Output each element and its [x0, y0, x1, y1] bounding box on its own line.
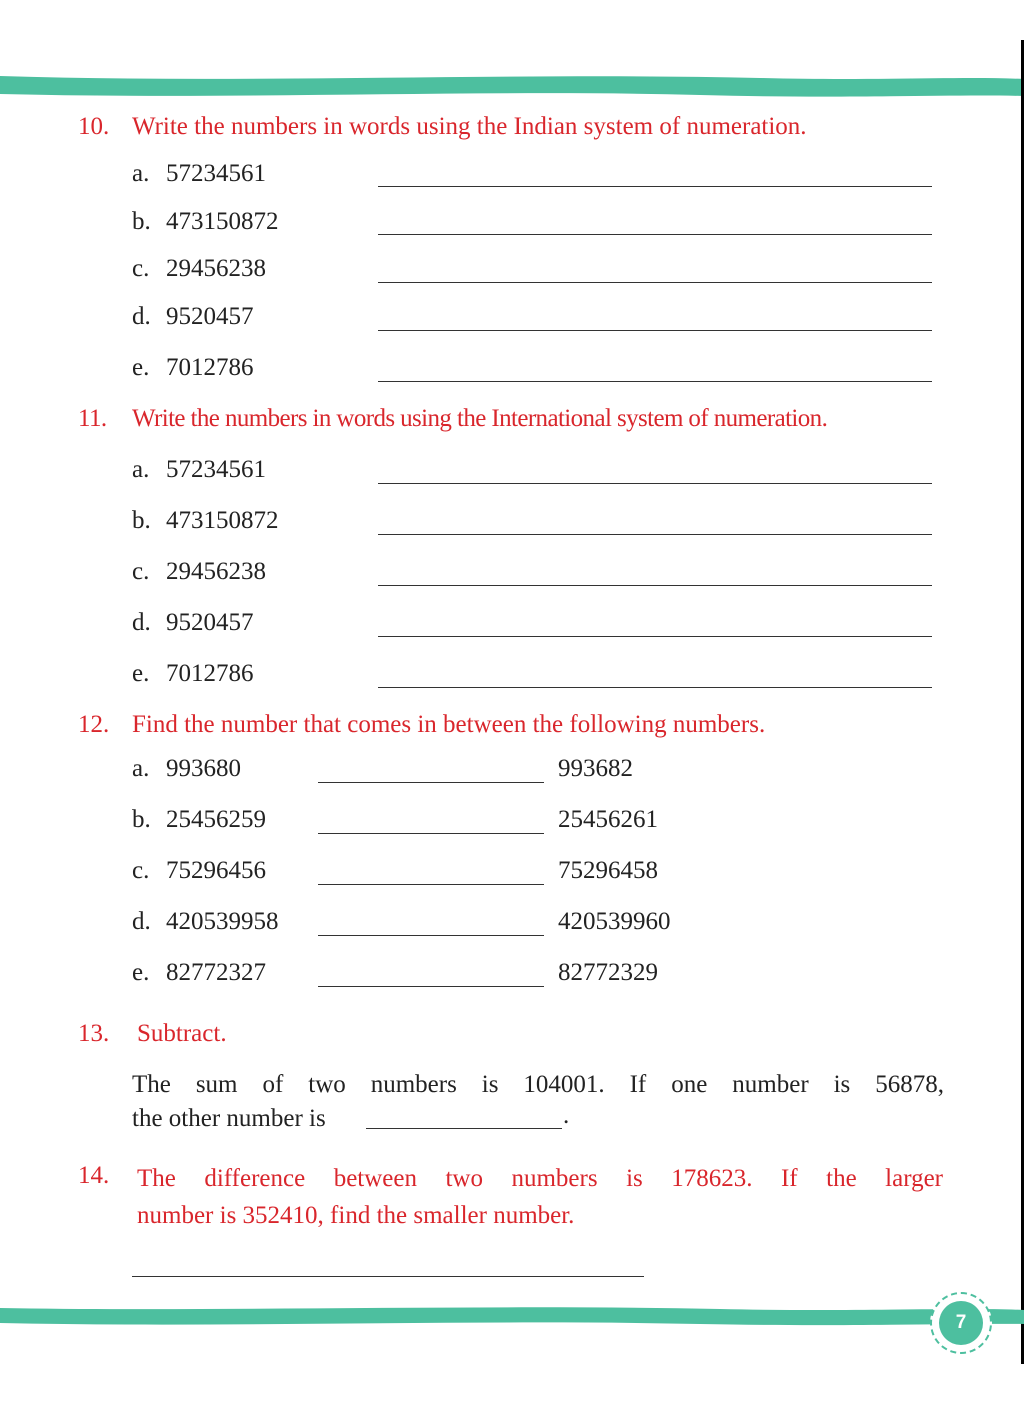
q10-prompt: Write the numbers in words using the Indian system of numeration.: [132, 113, 807, 140]
q14-answer-line[interactable]: [132, 1276, 644, 1277]
q12-prompt: Find the number that comes in between the following numbers.: [132, 711, 766, 738]
q12-before: 420539958: [166, 908, 279, 935]
q13-end-period: .: [563, 1102, 570, 1129]
page-number: 7: [939, 1301, 983, 1345]
q11-answer-line-d[interactable]: [378, 636, 932, 637]
q11-prompt: Write the numbers in words using the International system of numeration.: [132, 405, 828, 432]
q12-after: 993682: [558, 755, 633, 782]
q11-value: 473150872: [166, 507, 279, 534]
page-number-badge: [930, 1292, 992, 1354]
q12-answer-line-c[interactable]: [318, 884, 544, 885]
q10-answer-line-a[interactable]: [378, 186, 932, 187]
q10-answer-line-d[interactable]: [378, 330, 932, 331]
q11-heading: [78, 405, 827, 433]
q13-answer-line[interactable]: [366, 1128, 562, 1129]
q11-answer-line-a[interactable]: [378, 483, 932, 484]
q12-after: 420539960: [558, 908, 671, 935]
q11-answer-line-e[interactable]: [378, 687, 932, 688]
q12-after: 82772329: [558, 959, 658, 986]
q12-item-b: b. 25456259: [132, 806, 266, 833]
q11-item-c: c. 29456238: [132, 558, 266, 585]
q13-text-line2-start: the other number is: [132, 1105, 326, 1132]
q13-text-line2: [132, 1102, 326, 1135]
top-band: [0, 70, 1024, 104]
q10-value: 9520457: [166, 303, 254, 330]
q12-answer-line-a[interactable]: [318, 782, 544, 783]
q11-item-b: b. 473150872: [132, 507, 279, 534]
q10-number: 10.: [78, 113, 110, 140]
q10-value: 29456238: [166, 255, 266, 282]
q12-after: 75296458: [558, 857, 658, 884]
q12-number: 12.: [78, 711, 110, 738]
q12-item-a: a. 993680: [132, 755, 241, 782]
q10-heading: [78, 113, 807, 141]
q10-value: 473150872: [166, 208, 279, 235]
q10-answer-line-b[interactable]: [378, 234, 932, 235]
q12-item-c: c. 75296456: [132, 857, 266, 884]
q13-text-line1: The sum of two numbers is 104001. If one number is 56878,: [132, 1071, 944, 1098]
q12-before: 993680: [166, 755, 241, 782]
q11-item-a: a. 57234561: [132, 456, 266, 483]
q12-answer-line-e[interactable]: [318, 986, 544, 987]
q11-item-e: e. 7012786: [132, 660, 254, 687]
q11-value: 9520457: [166, 609, 254, 636]
q11-number: 11.: [78, 405, 107, 432]
bottom-band: [0, 1302, 1024, 1332]
q10-item-b: b. 473150872: [132, 208, 279, 235]
q10-item-c: c. 29456238: [132, 255, 266, 282]
q11-value: 29456238: [166, 558, 266, 585]
q12-item-e: e. 82772327: [132, 959, 266, 986]
q11-value: 57234561: [166, 456, 266, 483]
q12-item-d: d. 420539958: [132, 908, 279, 935]
q10-answer-line-e[interactable]: [378, 381, 932, 382]
q12-before: 82772327: [166, 959, 266, 986]
q10-item-d: d. 9520457: [132, 303, 254, 330]
q10-item-e: e. 7012786: [132, 354, 254, 381]
q10-item-a: a. 57234561: [132, 160, 266, 187]
q14-text-line2: number is 352410, find the smaller number.: [137, 1202, 575, 1229]
q12-heading: [78, 711, 765, 739]
q11-answer-line-c[interactable]: [378, 585, 932, 586]
q12-before: 25456259: [166, 806, 266, 833]
q11-answer-line-b[interactable]: [378, 534, 932, 535]
q14-number: 14.: [78, 1162, 110, 1189]
q10-value: 7012786: [166, 354, 254, 381]
q12-answer-line-b[interactable]: [318, 833, 544, 834]
q12-before: 75296456: [166, 857, 266, 884]
q11-value: 7012786: [166, 660, 254, 687]
q14-text-line1: The difference between two numbers is 178623. If the larger: [137, 1165, 943, 1192]
q11-item-d: d. 9520457: [132, 609, 254, 636]
q12-answer-line-d[interactable]: [318, 935, 544, 936]
q13-heading: [78, 1020, 227, 1048]
q10-value: 57234561: [166, 160, 266, 187]
q13-title: Subtract.: [137, 1020, 227, 1047]
q13-number: 13.: [78, 1020, 110, 1047]
q12-after: 25456261: [558, 806, 658, 833]
q10-answer-line-c[interactable]: [378, 282, 932, 283]
